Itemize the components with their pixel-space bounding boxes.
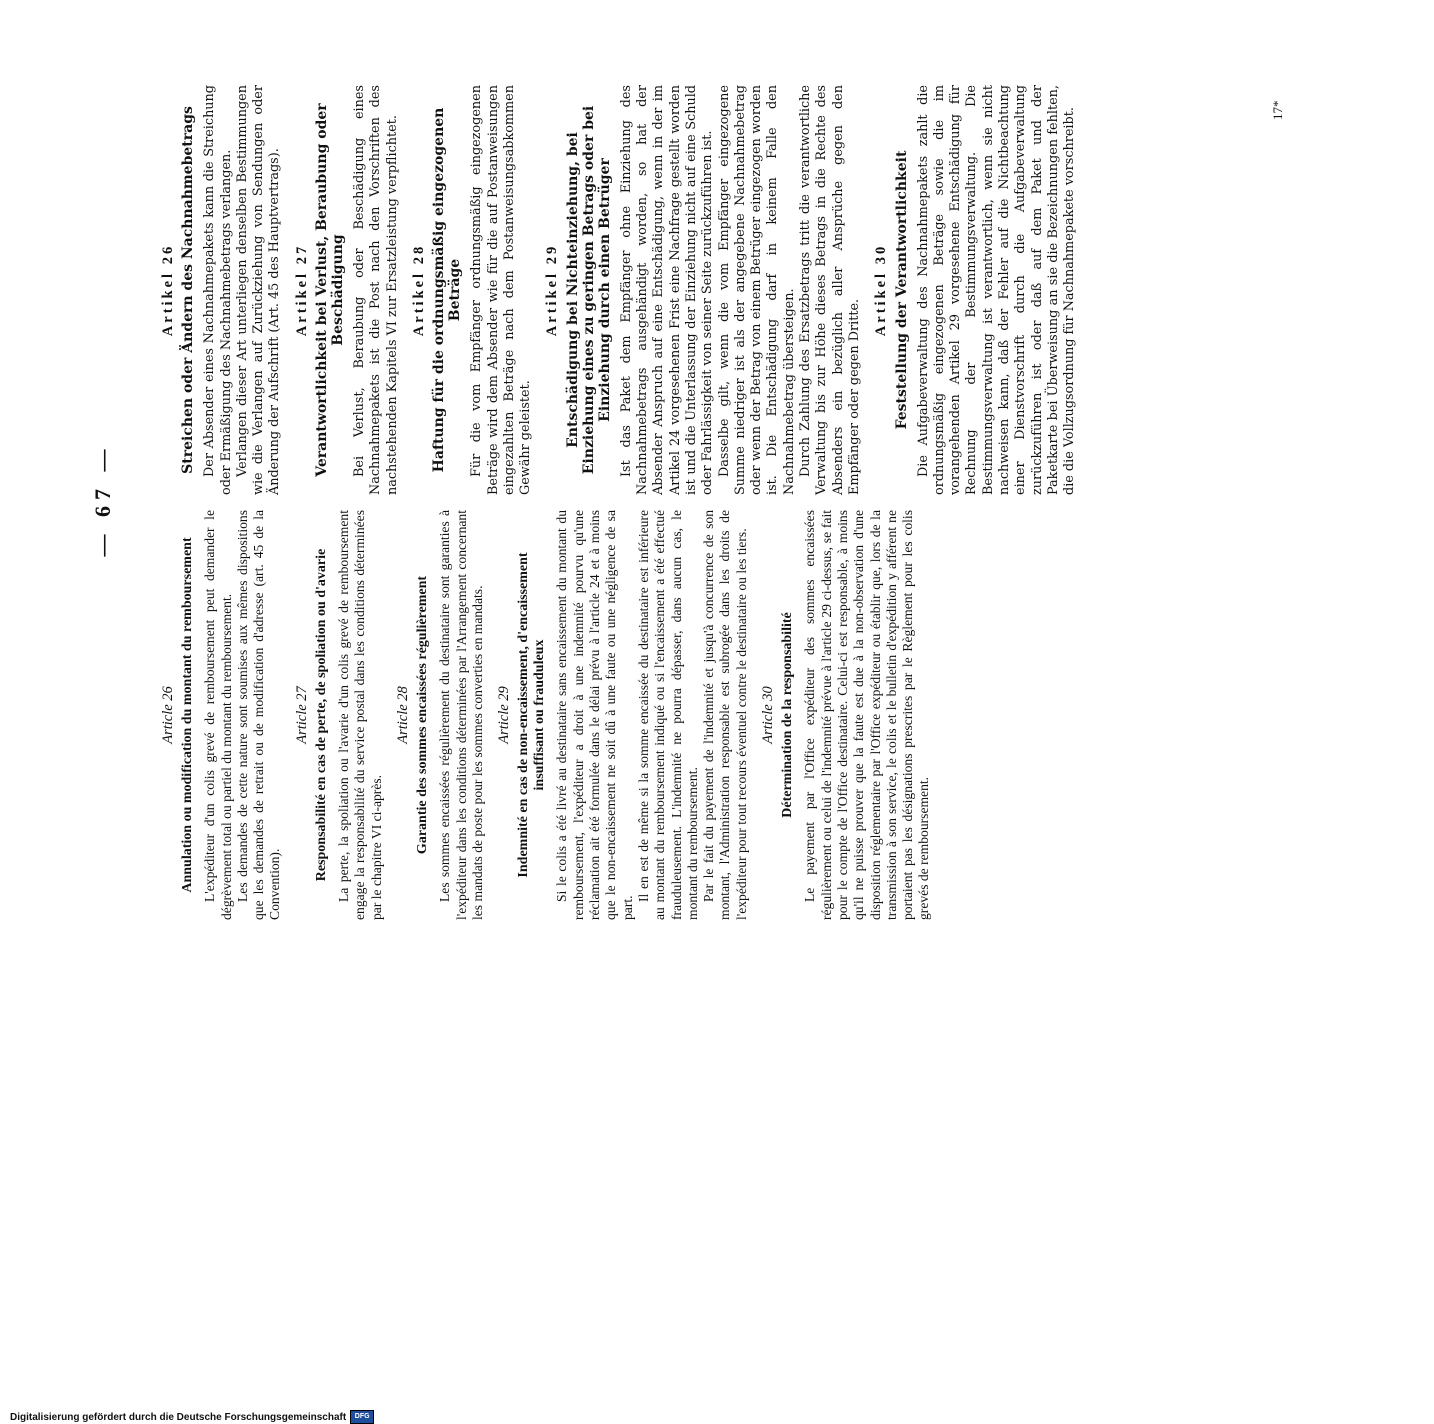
article-french-30 — [760, 510, 933, 920]
footer-text: Digitalisierung gefördert durch die Deutsche Forschungsgemeinschaft — [10, 1411, 347, 1423]
article-number: Article 27 — [293, 686, 310, 744]
article-title: Feststellung der Verantwortlichkeit — [893, 150, 910, 430]
article-title: Indemnité en cas de non-encaissement, d'encaissement insuffisant ou frauduleux — [516, 552, 548, 878]
article-german-29 — [544, 85, 863, 495]
article-french-28 — [395, 510, 486, 920]
article-french-26 — [160, 510, 284, 920]
article-paragraph: L'expéditeur d'un colis grevé de remboursement peut demander le dégrèvement total ou partiel du montant du remboursement. — [202, 510, 234, 920]
article-paragraph: Für die vom Empfänger ordnungsmäßig eingezogenen Beträge wird dem Absender wie für die auf Postanweisungen eingezahlten Beträge nach dem Postanweisungsabkommen Gewähr geleistet. — [469, 85, 534, 495]
german-column — [150, 85, 1082, 495]
article-title: Responsabilité en cas de perte, de spoliation ou d'avarie — [314, 548, 330, 882]
article-number: Artikel 30 — [873, 243, 890, 337]
article-german-27 — [294, 85, 401, 495]
article-number: Artikel 26 — [160, 243, 176, 337]
article-paragraph: La perte, la spoliation ou l'avarie d'un colis grevé de remboursement engage la responsabilité du service postal dans les conditions déterminées par le chapitre VI ci-après. — [336, 510, 384, 920]
article-number: Artikel 28 — [410, 243, 427, 337]
article-title: Annulation ou modification du montant du remboursement — [180, 537, 196, 893]
article-number: Article 30 — [760, 686, 777, 744]
article-title: Détermination de la responsabilité — [780, 612, 796, 818]
signature-mark: 17* — [1270, 100, 1285, 120]
article-german-28 — [411, 85, 534, 495]
article-paragraph: Der Absender eines Nachnahmepakets kann die Streichung oder Ermäßigung des Nachnahmebetrags verlangen. — [202, 85, 234, 495]
article-paragraph: Les sommes encaissées régulièrement du destinataire sont garanties à l'expéditeur dans les conditions déterminées par l'Arrangement concernant les mandats de poste pour les sommes converties en mandats. — [437, 510, 485, 920]
article-french-27 — [294, 510, 385, 920]
article-paragraph: Verlangen dieser Art unterliegen denselben Bestimmungen wie die Verlangen auf Zurückziehung von Sendungen oder Änderung der Aufschrift (Art. 45 des Hauptvertrags). — [234, 85, 283, 495]
article-paragraph: Durch Zahlung des Ersatzbetrags tritt die verantwortliche Verwaltung bis zur Höhe dieses Betrags in die Rechte des Absenders ein bezüglich aller Ansprüche gegen den Empfänger oder gegen Dritte. — [798, 85, 862, 495]
article-paragraph: Par le fait du payement de l'indemnité et jusqu'à concurrence de son montant, l'Administration responsable est subrogée dans les droits de l'expéditeur pour tout recours éventuel contre le destinataire ou les tiers. — [701, 510, 749, 920]
article-title: Garantie des sommes encaissées régulièrement — [415, 575, 431, 855]
article-number: Article 26 — [160, 686, 176, 744]
article-paragraph: Dasselbe gilt, wenn die vom Empfänger eingezogene Summe niedriger ist als der angegebene Nachnahmebetrag oder wenn der Betrag von einem Betrüger eingezogen worden ist. Die Entschädigung darf in keinem Falle den Nachnahmebetrag übersteigen. — [716, 85, 797, 495]
article-title: Verantwortlichkeit bei Verlust, Beraubung oder Beschädigung — [314, 103, 347, 477]
dfg-logo-icon: DFG — [350, 1410, 374, 1424]
article-number: Artikel 27 — [293, 243, 310, 337]
french-column — [150, 510, 937, 920]
article-title: Entschädigung bei Nichteinziehung, bei Einziehung eines zu geringen Betrags oder bei Einziehung durch einen Betrüger — [564, 105, 613, 475]
article-title: Haftung für die ordnungsmäßig eingezogenen Beträge — [431, 107, 464, 473]
article-title: Streichen oder Ändern des Nachnahmebetrags — [180, 106, 197, 474]
article-paragraph: Die Aufgabeverwaltung des Nachnahmepakets zahlt die ordnungsmäßig eingezogenen Beträge sowie die im vorangehenden Artikel 29 vorgesehene Entschädigung für Rechnung der Bestimmungsverwaltung. Die Bestimmungsverwaltung ist verantwortlich, wenn sie nicht nachweisen kann, daß der Fehler auf die Nichtbeachtung einer Dienstvorschrift durch die Aufgabeverwaltung zurückzuführen ist oder daß auf dem Paket und der Paketkarte bei Überweisung an sie die Bezeichnungen fehlten, die die Vollzugsordnung für Nachnahmepakete vorschreibt. — [915, 85, 1078, 495]
article-french-29 — [496, 510, 750, 920]
article-paragraph: Si le colis a été livré au destinataire sans encaissement du montant du remboursement, l'expéditeur a droit à une indemnité pourvu qu'une réclamation ait été formulée dans le délai prévu à l'article 24 et à moins que le non-encaissement ne soit dû à une faute ou une négligence de sa part. — [554, 510, 635, 920]
article-paragraph: Bei Verlust, Beraubung oder Beschädigung eines Nachnahmepakets ist die Post nach den Vorschriften des nachstehenden Kapitels VI zur Ersatzleistung verpflichtet. — [352, 85, 400, 495]
article-german-30 — [873, 85, 1078, 495]
article-paragraph: Ist das Paket dem Empfänger ohne Einziehung des Nachnahmebetrags ausgehändigt worden, so hat der Absender Anspruch auf eine Entschädigung, wenn in der im Artikel 24 vorgesehenen Frist eine Nachfrage gestellt worden ist und die Unterlassung der Einziehung nicht auf eine Schuld oder Fahrlässigkeit von seiner Seite zurückzuführen ist. — [618, 85, 716, 495]
article-number: Article 28 — [394, 686, 411, 744]
article-german-26 — [160, 85, 284, 495]
article-paragraph: Il en est de même si la somme encaissée du destinataire est inférieure au montant du remboursement indiqué ou si l'encaissement a été effectué frauduleusement. L'indemnité ne pourra dépasser, dans aucun cas, le montant du remboursement. — [635, 510, 700, 920]
article-number: Article 29 — [496, 686, 513, 744]
article-paragraph: Le payement par l'Office expéditeur des sommes encaissées régulièrement ou celui de l'indemnité prévue à l'article 29 ci-dessus, se fait pour le compte de l'Office destinataire. Celui-ci est responsable, à moins qu'il ne puisse prouver que la faute est due à la non-observation d'une disposition réglementaire par l'Office expéditeur ou établir que, lors de la transmission à son service, le colis et le bulletin d'expédition y afférent ne portaient pas les désignations prescrites par le Règlement pour les colis grevés de remboursement. — [802, 510, 932, 920]
page-number: — 67 — — [90, 443, 115, 557]
article-paragraph: Les demandes de cette nature sont soumises aux mêmes dispositions que les demandes de retrait ou de modification d'adresse (art. 45 de la Convention). — [234, 510, 283, 920]
article-number: Artikel 29 — [544, 243, 561, 337]
digitization-footer — [10, 1410, 1000, 1424]
